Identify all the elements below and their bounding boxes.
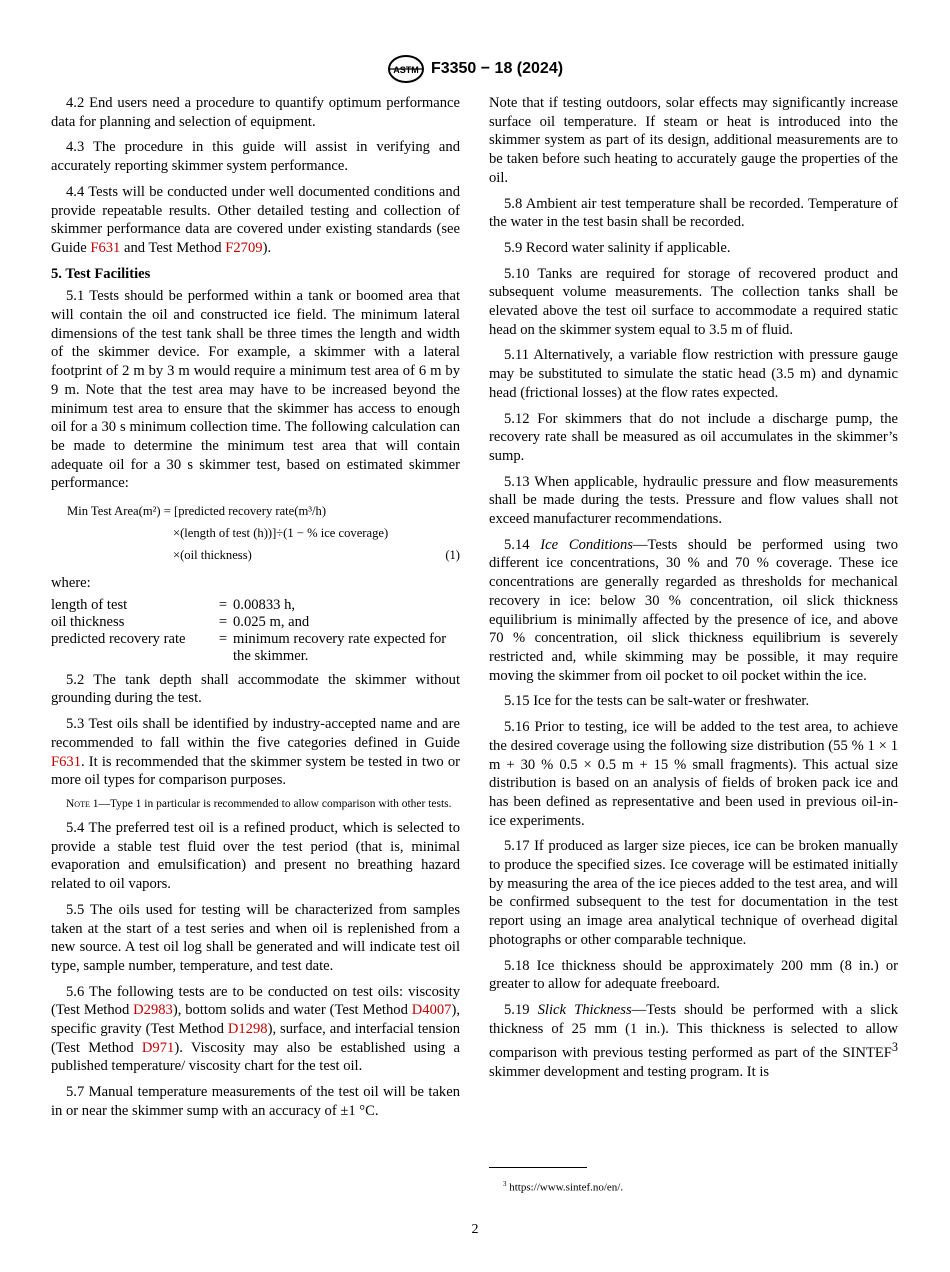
para-5-5: 5.5 The oils used for testing will be characterized from samples taken at the start of a test series and when oil is replenished from a new source. A test oil log shall be generated and will indicate test oil type, sample number, temperature, and test date. <box>51 901 460 974</box>
para-5-1: 5.1 Tests should be performed within a tank or boomed area that will contain the oil and constructed ice field. The minimum lateral dimensions of the test tank shall be three times the length and width of the skimmer device. For example, a skimmer with a lateral footprint of 2 m by 3 m would require a minimum test area of 6 m by 9 m. Note that the test area may have to be increased beyond the minimum test area to ensure that the skimmer has access to enough oil for a 30 s minimum collection time. The following calculation can be made to determine the minimum test area that will contain adequate oil for a 30 s skimmer test, based on estimated skimmer performance: <box>51 288 460 492</box>
para-5-18: 5.18 Ice thickness should be approximately 200 mm (8 in.) or greater to allow for adequate freeboard. <box>489 957 898 993</box>
equation-number: (1) <box>445 548 460 563</box>
para-5-3: 5.3 Test oils shall be identified by industry-accepted name and are recommended to fall within the five categories defined in Guide F631. It is recommended that the skimmer system be tested in two or more oil types for comparison purposes. <box>51 716 460 789</box>
para-4-3: 4.3 The procedure in this guide will assist in verifying and accurately reporting skimmer system performance. <box>51 139 460 175</box>
equation-line-1: Min Test Area(m²) = [predicted recovery rate(m³/h) <box>67 504 327 519</box>
astm-logo-icon <box>387 54 425 84</box>
para-5-17: 5.17 If produced as larger size pieces, ice can be broken manually to produce the specified sizes. Ice coverage will be estimated initially by measuring the area of the ice pieces added to the test area, and will be confirmed subsequent to the test for documentation in the test report using an image area analytical technique of overhead digital photographs or other comparable technique. <box>489 838 898 948</box>
where-label: where: <box>51 575 91 592</box>
para-4-2: 4.2 End users need a procedure to quantify optimum performance data for planning and selection of equipment. <box>51 95 460 130</box>
definition-row: length of test = 0.00833 h, <box>51 596 296 613</box>
para-5-4: 5.4 The preferred test oil is a refined product, which is selected to provide a stable test fluid over the test period (that is, minimal evaporation and emulsification) and present no breathing hazard related to oil vapors. <box>51 819 460 893</box>
page-header <box>0 54 950 84</box>
para-5-10: 5.10 Tanks are required for storage of recovered product and subsequent volume measurements. The collection tanks shall be elevated above the test oil surface to accommodate a required static head on the skimmer system equal to 3.5 m of fluid. <box>489 265 898 338</box>
link-d1298[interactable]: D1298 <box>227 1021 268 1038</box>
equation-line-3: ×(oil thickness) <box>173 548 252 563</box>
para-5-7-continued: Note that if testing outdoors, solar effects may significantly increase surface oil temperature. If steam or heat is introduced into the skimmer system as part of its design, additional measurements are to be taken before such heating to accurately gauge the properties of the oil. <box>489 95 898 186</box>
para-5-16: 5.16 Prior to testing, ice will be added to the test area, to achieve the desired coverage using the following size distribution (55 % 1 × 1 m + 30 % 0.5 × 0.5 m + 15 % small fragments). This actual size distribution is based on an analysis of fields of broken pack ice and has been defined as representative and been used in previous oil-in-ice experiments. <box>489 719 898 829</box>
para-5-11: 5.11 Alternatively, a variable flow restriction with pressure gauge may be substituted to simulate the static head (3.5 m) and dynamic head (frictional losses) at the flow rates expected. <box>489 347 898 401</box>
para-5-7: 5.7 Manual temperature measurements of the test oil will be taken in or near the skimmer sump with an accuracy of ±1 °C. <box>51 1084 460 1119</box>
para-5-12: 5.12 For skimmers that do not include a discharge pump, the recovery rate shall be measured as oil accumulates in the skimmer’s sump. <box>489 410 898 464</box>
link-d4007[interactable]: D4007 <box>411 1002 452 1019</box>
link-f631[interactable]: F631 <box>90 239 121 256</box>
para-5-13: 5.13 When applicable, hydraulic pressure and flow measurements shall be made during the tests. Pressure and flow values shall not exceed manufacturer recommendations. <box>489 473 898 528</box>
para-5-19: 5.19 Slick Thickness—Tests should be performed with a slick thickness of 25 mm (1 in.). This thickness is selected to allow comparison with previous testing performed as part of the SINTEF$^3$ skimmer development and testing program. It is <box>489 1001 898 1080</box>
link-f2709[interactable]: F2709 <box>225 239 263 256</box>
para-5-8: 5.8 Ambient air test temperature shall be recorded. Temperature of the water in the test basin shall be recorded. <box>489 195 898 231</box>
note-1: Note 1—Type 1 in particular is recommended to allow comparison with other tests. <box>66 797 452 810</box>
section-5-heading: 5. Test Facilities <box>51 265 151 282</box>
link-d971[interactable]: D971 <box>141 1039 175 1056</box>
definition-row: predicted recovery rate = minimum recovery rate expected for the skimmer. <box>51 630 447 664</box>
equation-1 <box>51 500 460 566</box>
equation-line-2: ×(length of test (h))]÷(1 − % ice coverage) <box>173 526 389 541</box>
link-f631[interactable]: F631 <box>51 753 82 770</box>
document-designation: F3350 − 18 (2024) <box>430 60 564 77</box>
para-5-6: 5.6 The following tests are to be conducted on test oils: viscosity (Test Method D2983), bottom solids and water (Test Method D4007), specific gravity (Test Method D1298), surface, and interfacial tension (Test Method D971). Viscosity may also be established using a published temperature/ viscosity chart for the test oil. <box>51 983 460 1075</box>
footnote-ref: 3 <box>891 1040 898 1055</box>
footnote-divider <box>489 1167 587 1168</box>
para-5-9: 5.9 Record water salinity if applicable. <box>504 239 731 256</box>
logo-text: ASTM <box>393 65 419 75</box>
para-5-15: 5.15 Ice for the tests can be salt-water or freshwater. <box>504 693 810 710</box>
page-number: 2 <box>471 1222 479 1237</box>
link-d2983[interactable]: D2983 <box>133 1002 173 1019</box>
definition-row: oil thickness = 0.025 m, and <box>51 613 310 630</box>
para-5-2: 5.2 The tank depth shall accommodate the skimmer without grounding during the test. <box>51 671 460 707</box>
para-4-4: 4.4 Tests will be conducted under well documented conditions and provide repeatable results. Other detailed testing and collection of skimmer performance data are covered under existing standards (see Guide F631 and Test Method F2709). <box>51 183 460 256</box>
para-5-14: 5.14 Ice Conditions—Tests should be performed using two different ice concentrations, 30 % and 70 % coverage. These ice concentrations are generally regarded as thresholds for mechanical recovery in ice: below 30 % concentration, oil slick thickness equilibrium is minimally affected by the presence of ice, and above 70 % concentration, oil slick thickness equilibrium is severely restricted and, while skimming may be possible, it may require moving the skimmer from oil pocket to oil pocket within the ice. <box>489 536 899 684</box>
left-column <box>51 94 460 1128</box>
footnote: $^3$ https://www.sintef.no/en/. <box>503 1180 624 1194</box>
definitions-table <box>51 597 460 665</box>
right-column <box>489 94 898 1089</box>
